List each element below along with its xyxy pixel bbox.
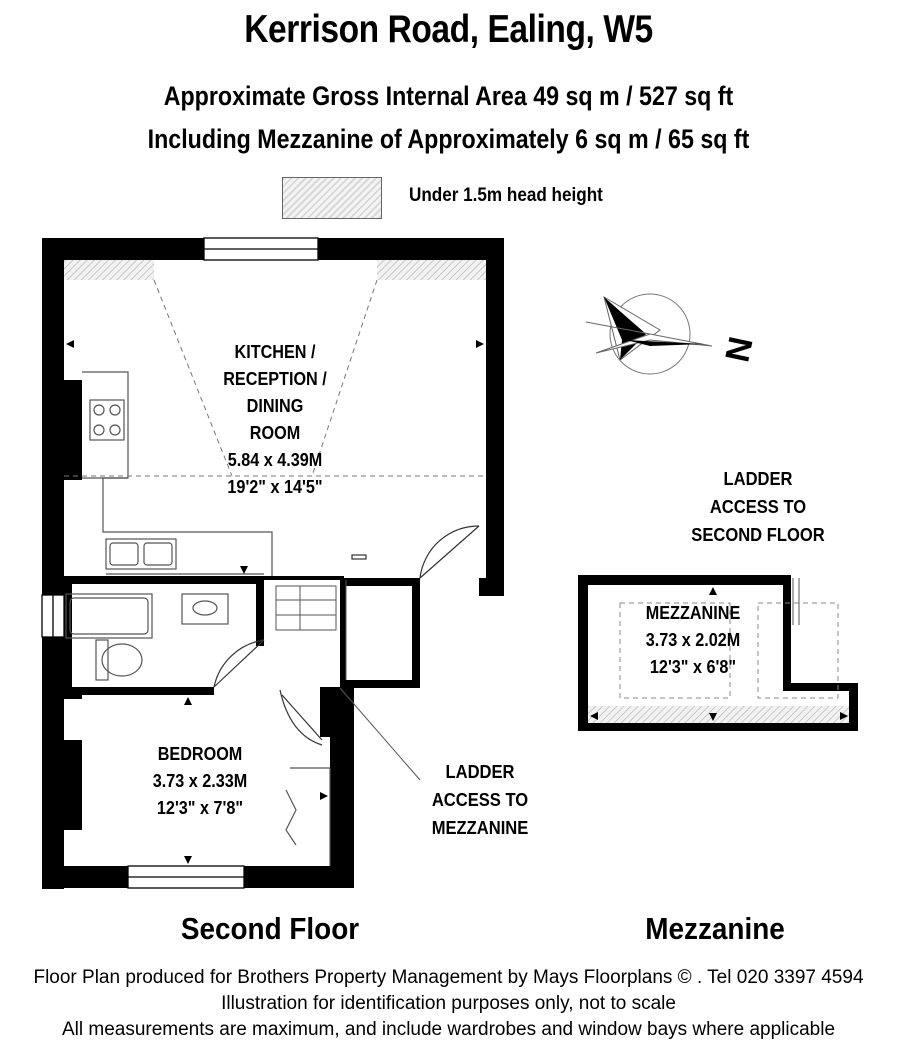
bedroom-door <box>280 690 322 745</box>
mezzanine-dimensions-imperial: 12'3" x 6'8" <box>649 657 737 677</box>
ladder-mezz-line-2: ACCESS TO <box>431 790 529 810</box>
compass-north-letter: N <box>718 333 761 366</box>
north-compass-icon <box>586 294 712 374</box>
kitchen-name-line-2: RECEPTION / <box>223 369 327 389</box>
kitchen-dimensions-imperial: 19'2" x 14'5" <box>227 477 323 497</box>
footer-credit: Floor Plan produced for Brothers Property Management by Mays Floorplans © . Tel 020 3397 4594 <box>33 967 864 988</box>
bathroom-door <box>214 640 264 687</box>
kitchen-name-line-3: DINING <box>246 396 304 416</box>
low-headroom-legend-label: Under 1.5m head height <box>409 185 603 206</box>
ladder-mezz-line-1: LADDER <box>445 762 515 782</box>
ladder-mezz-line-3: MEZZANINE <box>431 818 529 838</box>
kitchen-name-line-1: KITCHEN / <box>234 342 316 362</box>
ladder-second-line-2: ACCESS TO <box>709 497 807 517</box>
bedroom-dimensions-metric: 3.73 x 2.33M <box>152 771 248 791</box>
second-floor-caption: Second Floor <box>180 911 360 946</box>
bedroom-wardrobe <box>286 768 330 866</box>
page-title: Kerrison Road, Ealing, W5 <box>244 8 653 51</box>
area-summary: Approximate Gross Internal Area 49 sq m / 527 sq ft <box>163 81 734 111</box>
mezzanine-area-summary: Including Mezzanine of Approximately 6 sq m / 65 sq ft <box>147 124 750 154</box>
ladder-second-line-3: SECOND FLOOR <box>691 525 825 545</box>
mezzanine-dimensions-metric: 3.73 x 2.02M <box>645 630 741 650</box>
ladder-second-line-1: LADDER <box>723 469 793 489</box>
kitchen-low-ceiling-left <box>64 260 154 280</box>
kitchen-low-ceiling-right <box>377 260 486 280</box>
footer-disclaimer: Illustration for identification purposes only, not to scale <box>221 993 676 1014</box>
bedroom-room-label <box>124 741 277 822</box>
mezzanine-caption: Mezzanine <box>645 911 785 946</box>
kitchen-room-label <box>199 339 352 501</box>
entrance-door <box>352 526 479 578</box>
kitchen-name-line-4: ROOM <box>249 423 301 443</box>
kitchen-dimensions-metric: 5.84 x 4.39M <box>227 450 323 470</box>
bedroom-dimensions-imperial: 12'3" x 7'8" <box>156 798 244 818</box>
mezzanine-room-label <box>617 600 770 681</box>
ladder-to-second-floor-note <box>675 465 841 549</box>
ladder-to-mezzanine-note <box>406 758 553 842</box>
mezzanine-name: MEZZANINE <box>645 603 741 623</box>
footer-measurements-note: All measurements are maximum, and include wardrobes and window bays where applicable <box>61 1019 836 1040</box>
bedroom-name: BEDROOM <box>157 744 243 764</box>
bathroom-fittings <box>66 594 228 680</box>
